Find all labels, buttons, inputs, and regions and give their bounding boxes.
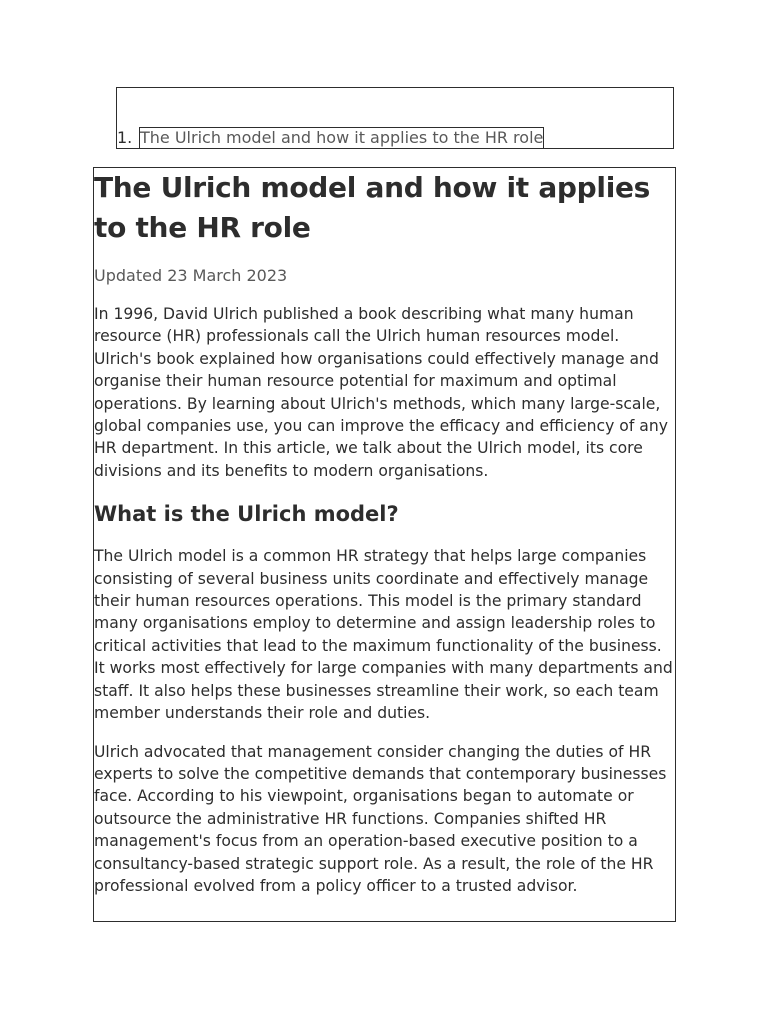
section-heading: What is the Ulrich model? [94,502,399,527]
intro-paragraph: In 1996, David Ulrich published a book describing what many human resource (HR) professionals call the Ulrich human resources model. Ulrich's book explained how organisations could effectively manage and organise their human resource potential for maximum and optimal operations. By learning about Ulrich's methods, which many large-scale, global companies use, you can improve the efficacy and efficiency of any HR department. In this article, we talk about the Ulrich model, its core divisions and its benefits to modern organisations. [94,305,668,480]
updated-date: Updated 23 March 2023 [94,266,288,285]
breadcrumb-item-number: 1. [117,128,133,147]
page-title: The Ulrich model and how it applies to the HR role [94,171,651,244]
breadcrumb-link[interactable]: The Ulrich model and how it applies to the HR role [140,128,544,147]
section-paragraph-2: Ulrich advocated that management consider changing the duties of HR experts to solve the competitive demands that contemporary businesses face. According to his viewpoint, organisations began to automate or outsource the administrative HR functions. Companies shifted HR management's focus from an operation-based executive position to a consultancy-based strategic support role. As a result, the role of the HR professional evolved from a policy officer to a trusted advisor. [94,742,667,895]
article [93,167,676,922]
breadcrumb-item [117,127,544,149]
breadcrumb [116,87,674,149]
section-paragraph-1: The Ulrich model is a common HR strategy that helps large companies consisting of several business units coordinate and effectively manage their human resources operations. This model is the primary standard many organisations employ to determine and assign leadership roles to critical activities that lead to the maximum functionality of the business. It works most effectively for large companies with many departments and staff. It also helps these businesses streamline their work, so each team member understands their role and duties. [94,547,673,723]
